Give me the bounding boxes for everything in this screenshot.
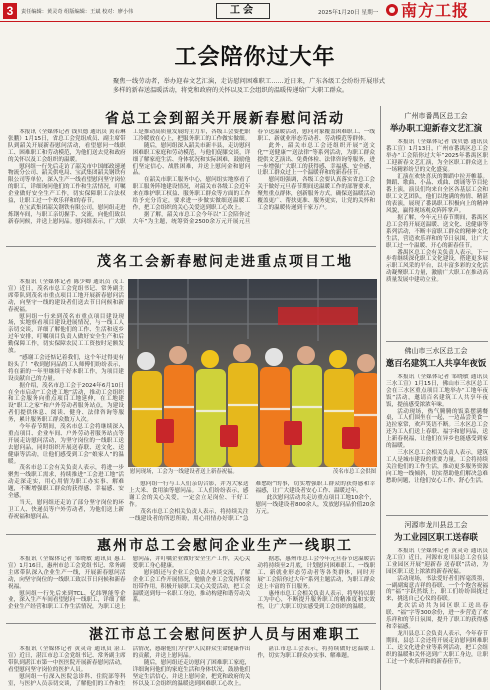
paragraph: 本报讯（全媒体记者 陈少卿 通讯员 茂工宣）近日，茂名市总工会党组书记、常务副主席带队到茂名市重点项目工地开展新春慰问活动，向坚守一线的建设者们送去节日问候和新春祝福。 (8, 279, 124, 313)
paragraph: 活动现场，热气腾腾的饭菜摆满餐桌，工人们围坐在一起，一边品尝美食一边拉家常，欢声笑语不断。三水区总工会还为工人们送上春联、福字和慰问品，送上新春祝福，让他们在异乡也能感受到家的温暖。 (386, 408, 488, 450)
column-divider (380, 106, 381, 690)
paragraph: 据悉，惠州市总工会今年元旦春节送温暖活动将持续至2月底，计划慰问困难职工、一线职工、新就业形态劳动者等各类群体，同时开展“工会陪你过大年”系列主题活动，为职工群众送上丰富的节日服务。 (257, 556, 375, 590)
paragraph: 慰问组强调，各级工会要认真落实省总工会关于做好元旦春节期间送温暖工作的部署要求，聚焦重点群体，创新服务方式，确保送温暖活动覆盖更广、帮扶更准、服务更实，让党的关怀和工会的温暖传递到千家万户。 (257, 177, 375, 211)
circle-emblem-icon (386, 4, 398, 16)
paragraph: 在宝武集团韶关钢铁有限公司，慰问组走进炼钢车间，与职工亲切握手、交流，向他们致以新春问候，并送上慰问品。慰问组表示，广大职工是推动高质量发展的主力军，各级工会要把职工冷暖放在心上，把服务职工的工作做实做细。 (8, 129, 251, 225)
sidebar-divider (386, 341, 488, 342)
section-divider (6, 534, 376, 535)
paragraph: 慰问组一行深入医院急诊科、住院部等科室，与医护人员亲切交谈，了解他们的工作和生活情况，感谢他们为守护人民群众生命健康作出的贡献，并送上慰问品。 (8, 646, 251, 687)
sidebar-org-sanshui: 佛山市三水区总工会 (404, 347, 468, 355)
newspaper-logo: 南方工报 (401, 1, 470, 20)
sidebar-body-longchuan (386, 548, 488, 688)
header-divider (0, 21, 490, 22)
article-body-maoming (8, 279, 124, 532)
paragraph: 此外，韶关市总工会还组织开展“送文化”“送健康”“送法律”等系列活动，为职工群众提供文艺演出、免费体检、法律咨询等服务，进一步增强广大职工的获得感、幸福感、安全感，让职工群众过上一个温暖祥和的新春佳节。 (257, 142, 375, 177)
paragraph: 活动现场，书法爱好者们挥毫泼墨，一副副寓意吉祥的春联、一个个饱含祝福的“福”字跃然纸上，职工们纷纷围拢过来，挑选自己心仪的春联。 (386, 575, 488, 603)
paragraph: 本报讯（全媒体记者 黄灵奇 通讯员 湛工宣）近日，湛江市总工会党组书记、常务副主席带队到湛江市第一中医医院开展新春慰问活动，看望慰问坚守岗位的医护人员。 (8, 646, 126, 673)
paragraph: 本报讯（全媒体记者 黄灵奇 通讯员 龙工宣）近日，河源市龙川县总工会在县工业园区开展“迎新春 送春联”活动，为园区职工送上浓浓的新春祝福。 (386, 548, 488, 575)
paragraph: 惠州市总工会相关负责人表示，将坚持以职工为中心，不断提升服务职工的精准度和实效性，让广大职工切实感受到工会组织的温暖。 (257, 590, 375, 611)
photo-credit: 茂名市总工会供图 (332, 469, 376, 475)
sidebar-divider (386, 515, 488, 516)
article-headline-huizhou: 惠州市总工会慰问企业生产一线职工 (97, 538, 353, 554)
news-photo (128, 279, 377, 467)
article-body-shaoguan (8, 129, 375, 239)
sidebar-body-panyu (386, 139, 488, 335)
paragraph: 本报讯（全媒体记者 邹晓敏 通讯员 惠工宣）1月16日，惠州市总工会党组书记、常务副主席带队深入企业生产一线，开展新春慰问活动，向坚守岗位的一线职工致以节日问候和新春祝福。 (8, 556, 126, 590)
paragraph: 当天，慰问组还走访了部分坚守岗位的环卫工人、快递员等户外劳动者，为他们送上新春祝福和慰问品。 (8, 500, 124, 520)
article-headline-zhanjiang: 湛江市总工会慰问医护人员与困难职工 (89, 627, 361, 643)
paragraph: 今年春节期间，茂名市总工会将继续深入重点项目、企业车间、户外劳动者服务站点等开展走访慰问活动，为坚守岗位的一线职工送去慰问品，同时组织开展送春联、送文化、送健康等活动，让他们感受到工会“娘家人”的温暖。 (8, 424, 124, 465)
paragraph: 本报讯（全媒体记者 邹晓敏 通讯员 三水工宣）1月15日，佛山市三水区总工会在三水区重点项目工地举办“工地年夜饭”活动，邀请百名建筑工人共享年夜饭，提前感受浓浓年味。 (386, 374, 488, 408)
paragraph: “感谢工会还惦记着我们，这个年过得更有盼头了！”收到慰问品的工人师傅们纷纷表示，将在新的一年里继续干好本职工作，为项目建设贡献自己的力量。 (8, 354, 124, 382)
paragraph: 慰问组一行来到茂名市重点项目建设现场，实地察看项目建设进展情况，与一线工人亲切交谈，详细了解他们的工作、生活和返乡过年安排，叮嘱项目负责人做好安全生产和后勤保障工作，切实保障农民工工资按时足额发放。 (8, 313, 124, 355)
paragraph: 此次慰问活动共走访重点项目工地10余个，慰问一线建设者800余人，发放慰问品价值20余万元。 (255, 494, 375, 515)
sidebar-org-panyu: 广州市番禺区总工会 (404, 112, 468, 120)
paragraph: 在韶关市职工服务中心，慰问组实地察看了职工服务阵地建设情况，对韶关市各级工会近年来在维护职工权益、服务职工群众等方面的工作给予充分肯定，要求进一步做实做细送温暖工作，把工会组织的关心关爱送到职工心坎上。 (132, 177, 251, 211)
paragraph: 番禺区总工会有关负责人表示，下一步将继续深化职工文化建设，搭建更多展示职工风采的平台，以丰富多彩的文化活动凝聚职工力量，激励广大职工在推动高质量发展中建功立业。 (386, 249, 488, 284)
page-title: 工会陪你过大年 (174, 44, 336, 70)
paragraph: 慰问组一行先后来到TCL、亿纬锂能等企业，深入生产车间看望慰问一线职工，详细了解企业生产经营和职工工作生活情况，为职工送上慰问品，并叮嘱企业做好安全生产工作，关心关爱职工身心健康。 (8, 556, 251, 611)
article-headline-shaoguan: 省总工会到韶关开展新春慰问活动 (105, 111, 345, 127)
paragraph: 慰问组还与企业工会负责人座谈交流，了解企业工会工作开展情况，勉励企业工会发挥桥梁纽带作用，积极开展职工关心关爱活动，把工会温暖送到每一名职工身边，推动构建和谐劳动关系。 (132, 569, 251, 604)
sidebar-headline-sanshui: 邀百名建筑工人共享年夜饭 (385, 358, 487, 368)
paragraph: 据了解，韶关市总工会今年以“工会陪你过大年”为主题，统筹资金2500余万元开展元旦春节送温暖活动，慰问对象覆盖困难职工、一线职工、新就业形态劳动者、劳动模范等群体。 (132, 129, 375, 225)
paragraph: 据介绍，茂名市总工会于2024年6月10日在全市启动“工会进工地”活动，推动工会组织和工会服务向重点项目工地延伸，在工地建设“职工之家”和户外劳动者服务站点，为建设者们提供休息、阅读、健身、法律咨询等服务，累计服务职工群众数万人次。 (8, 382, 124, 424)
article-body-zhanjiang (8, 646, 375, 689)
paragraph: 随后，慰问组还走访慰问了困难职工家庭，详细询问他们的家庭生活和身体状况，鼓励他们坚定生活信心，并送上慰问金，把党和政府的关怀以及工会组织的温暖送到困难职工心坎上。 (132, 659, 251, 687)
section-divider (6, 623, 376, 624)
paragraph: 慰问组一行先后走访了韶关市中国邮政速递物流分公司、韶关供电局、宝武集团韶关钢铁有限公司等单位，深入生产一线看望慰问坚守岗位的职工，详细询问他们的工作和生活情况，叮嘱企业做好安全生产工作，切实保障职工合法权益，让职工过一个欢乐祥和的春节。 (8, 163, 126, 205)
section-divider (6, 246, 376, 247)
editor-credits: 责任编辑：黄灵奇 组版编辑：王斌 校对：廖小伟 (21, 9, 134, 15)
section-label: 工会 (216, 3, 270, 19)
page-summary: 聚焦一线劳动者，举办迎春文艺汇演，走访慰问困难职工……近日来，广东各级工会纷纷开展形式多样的新春送温暖活动，将党和政府的关怀以及工会组织的温暖传递给广大职工群众。 (113, 78, 385, 94)
paragraph: 龙川县总工会负责人表示，今年春节期间，县总工会还将开展走访慰问困难职工、送文化进企业等系列活动，把工会组织的温暖和关怀送到广大职工身边，让职工过一个欢乐祥和的新春佳节。 (386, 630, 488, 665)
article-body-huizhou (8, 556, 375, 618)
sidebar-headline-panyu: 举办职工迎新春文艺汇演 (389, 123, 483, 133)
paragraph: 茂名市总工会相关负责人表示，将持续关注一线建设者的所思所盼，用心用情办好职工“急难愁盼”的事，切实增强职工群众的获得感和幸福感，让广大建设者安心工作、温暖过年。 (129, 481, 375, 522)
paragraph: 湛江市总工会表示，将持续做好送温暖工作，切实为职工群众办实事、解难题。 (257, 646, 375, 659)
paragraph: 随后，慰问组深入韶关市新丰县，走访慰问困难职工家庭和劳动模范，与他们促膝交谈，详细了解家庭生活、身体状况和实际困难，鼓励他们坚定信心、战胜困难，并送上慰问金和慰问品。 (132, 142, 251, 177)
paragraph: 本报讯（全媒体记者 钱贝德 通讯员 黄若琳 张鹏）1月15日，省总工会党组成员、副主席带队到韶关开展新春慰问活动，看望慰问一线职工、困难职工和劳动模范，为他们送去党和政府的关怀以及工会组织的温暖。 (8, 129, 126, 163)
article-headline-maoming: 茂名工会新春慰问走进重点项目工地 (97, 254, 353, 270)
sidebar-org-longchuan: 河源市龙川县总工会 (404, 521, 468, 529)
page-number: 3 (3, 3, 17, 19)
paragraph: 三水区总工会相关负责人表示，建筑工人是城市建设的重要力量，工会将持续关注他们的工作生活，推动更多服务资源向工地一线倾斜，切实帮助他们解决急难愁盼问题，让他们安心工作、舒心生活。 (386, 449, 488, 484)
article-body-maoming-continued (129, 481, 375, 531)
photo-caption: 慰问现场，工会为一线建设者送上新春祝福。 (130, 469, 238, 475)
paragraph: 汇演在欢快喜庆的舞蹈中拉开帷幕。舞蹈、歌曲、小品、戏曲、朗诵等节目轮番上演，演员们均来自全区各基层工会和职工文艺团队，他们以饱满的热情、精湛的表演，展现了番禺职工积极向上的精神风貌，赢得现场观众阵阵掌声。 (386, 173, 488, 215)
paragraph: 茂名市总工会有关负责人表示，将进一步聚焦一线职工需求，持续推进“工会进工地”活动走深走实，用心用情为职工办实事、解难题，不断增强职工群众的获得感、幸福感、安全感。 (8, 465, 124, 500)
paragraph: 慰问组一行与工人们亲切合影，并为大家送上大米、食用油等慰问品。工人们纷纷表示，感谢工会的关心关爱，一定会立足岗位、干好工作。 (129, 481, 249, 508)
sidebar-headline-longchuan: 为工业园区职工送春联 (394, 532, 478, 542)
paragraph: 本报讯（全媒体记者 钱贝德 通讯员 番工宣）1月13日，广州市番禺区总工会举办“工会陪你过大年”2025年番禺区职工迎新春文艺汇演，为全区职工群众送上一场精彩纷呈的文化盛宴。 (386, 139, 488, 173)
paragraph: 据了解，今年元旦春节期间，番禺区总工会将开展送温暖、送文化、送健康等系列活动，不断丰富职工群众的精神文化生活，营造欢乐祥和的节日氛围，让广大职工过一个温暖、开心的新春佳节。 (386, 214, 488, 249)
sidebar-body-sanshui (386, 374, 488, 509)
paragraph: 此次活动共为园区职工送出春联、“福”字等300余份，进一步营造了欢乐祥和的节日氛围，提升了职工的获得感和幸福感。 (386, 603, 488, 630)
issue-date: 2025年1月20日 星期一 (318, 10, 379, 16)
